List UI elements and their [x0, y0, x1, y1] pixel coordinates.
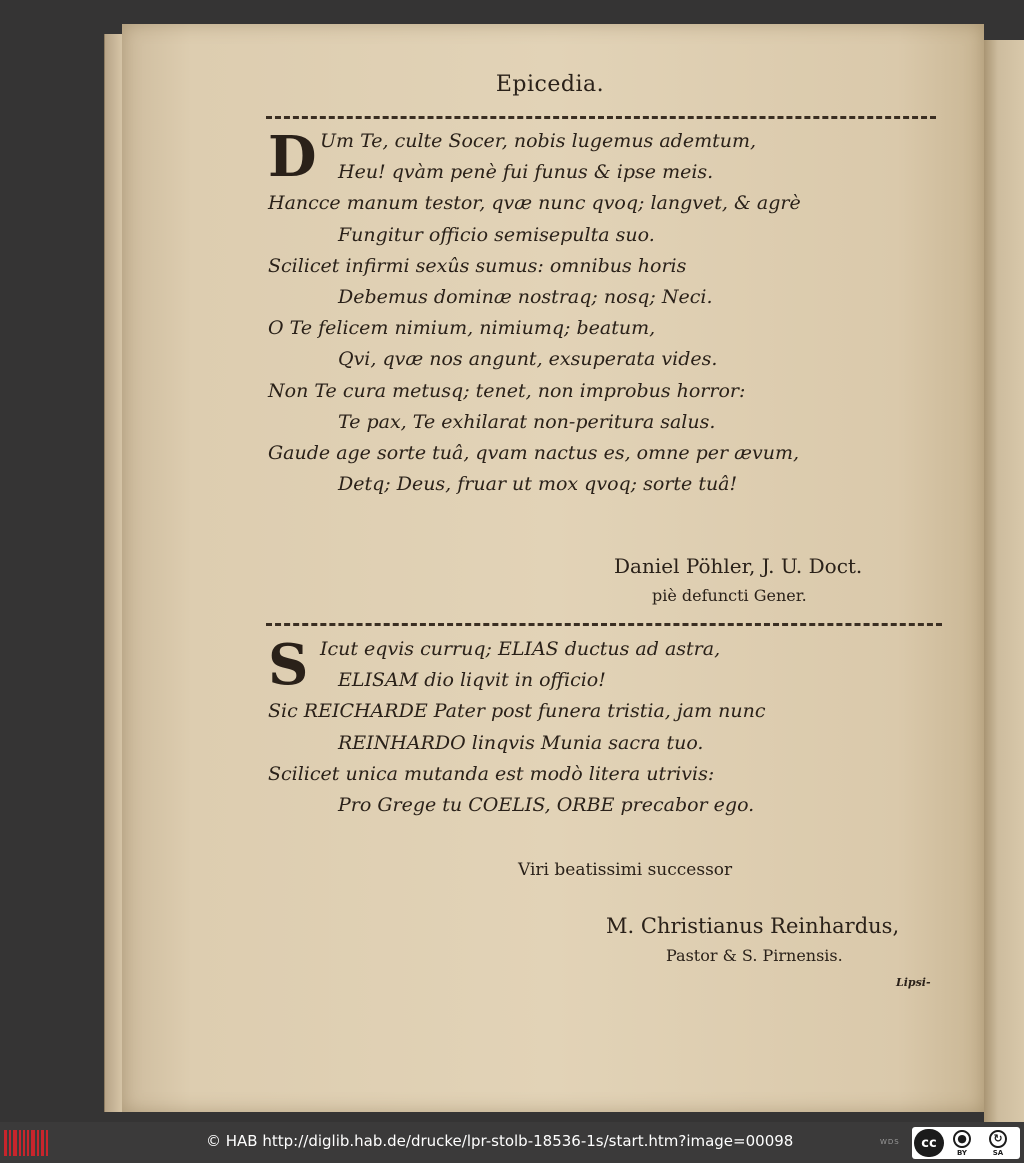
- poem-first: [268, 126, 948, 500]
- hab-logo-icon: [4, 1130, 48, 1156]
- license-badge[interactable]: [912, 1127, 1020, 1159]
- dropcap: S: [268, 632, 309, 698]
- viewer-footer: [0, 1122, 1024, 1163]
- wds-mark: WDS: [880, 1138, 900, 1146]
- verse-line: Detq; Deus, fruar ut mox qvoq; sorte tuâ!: [338, 473, 738, 496]
- verse-line: Non Te cura metusq; tenet, non improbus horror:: [268, 379, 746, 402]
- signature-role: piè defuncti Gener.: [652, 586, 807, 605]
- dropcap: D: [268, 124, 317, 190]
- signature-intro: Viri beatissimi successor: [518, 860, 733, 880]
- verse-line: ELISAM dio liqvit in officio!: [338, 669, 606, 692]
- verse-line: Heu! qvàm penè fui funus & ipse meis.: [338, 161, 714, 184]
- page-content: [140, 24, 960, 1104]
- verse-line: Scilicet infirmi sexûs sumus: omnibus horis: [268, 254, 687, 277]
- verse-line: Um Te, culte Socer, nobis lugemus ademtum,: [320, 130, 757, 152]
- verse-line: Pro Grege tu COELIS, ORBE precabor ego.: [338, 793, 755, 816]
- signature-role: Pastor & S. Pirnensis.: [666, 946, 843, 965]
- license-by: [944, 1130, 980, 1157]
- verse-line: Scilicet unica mutanda est modò litera utrivis:: [268, 762, 715, 785]
- license-sa: [980, 1130, 1016, 1157]
- verse-line: REINHARDO linqvis Munia sacra tuo.: [338, 731, 704, 754]
- poem-second: [268, 634, 948, 821]
- license-by-label: BY: [956, 1148, 968, 1157]
- license-sa-label: SA: [992, 1148, 1004, 1157]
- catchword: Lipsi-: [896, 976, 931, 989]
- facing-page-edge: [984, 40, 1024, 1122]
- verse-line: Icut eqvis curruq; ELIAS ductus ad astra,: [320, 638, 721, 660]
- page-header: Epicedia.: [495, 72, 605, 97]
- verse-line: O Te felicem nimium, nimiumq; beatum,: [268, 317, 656, 340]
- verse-line: Debemus dominæ nostraq; nosq; Neci.: [338, 285, 713, 308]
- verse-line: Te pax, Te exhilarat non-peritura salus.: [338, 410, 716, 433]
- verse-line: Fungitur officio semisepulta suo.: [338, 223, 655, 246]
- verse-line: Sic REICHARDE Pater post funera tristia, jam nunc: [268, 700, 766, 723]
- ornamental-rule: [266, 116, 936, 119]
- copyright-link[interactable]: © HAB http://diglib.hab.de/drucke/lpr-stolb-18536-1s/start.htm?image=00098: [206, 1132, 794, 1150]
- verse-line: Hancce manum testor, qvæ nunc qvoq; langvet, & agrè: [268, 192, 801, 215]
- verse-line: Gaude age sorte tuâ, qvam nactus es, omne per ævum,: [268, 441, 800, 464]
- signature-name: M. Christianus Reinhardus,: [606, 914, 900, 938]
- cc-icon: cc: [914, 1129, 944, 1157]
- person-icon: ●: [953, 1130, 971, 1148]
- signature-name: Daniel Pöhler, J. U. Doct.: [614, 554, 863, 578]
- share-alike-icon: ↻: [989, 1130, 1007, 1148]
- ornamental-rule: [266, 623, 942, 626]
- verse-line: Qvi, qvæ nos angunt, exsuperata vides.: [338, 348, 718, 371]
